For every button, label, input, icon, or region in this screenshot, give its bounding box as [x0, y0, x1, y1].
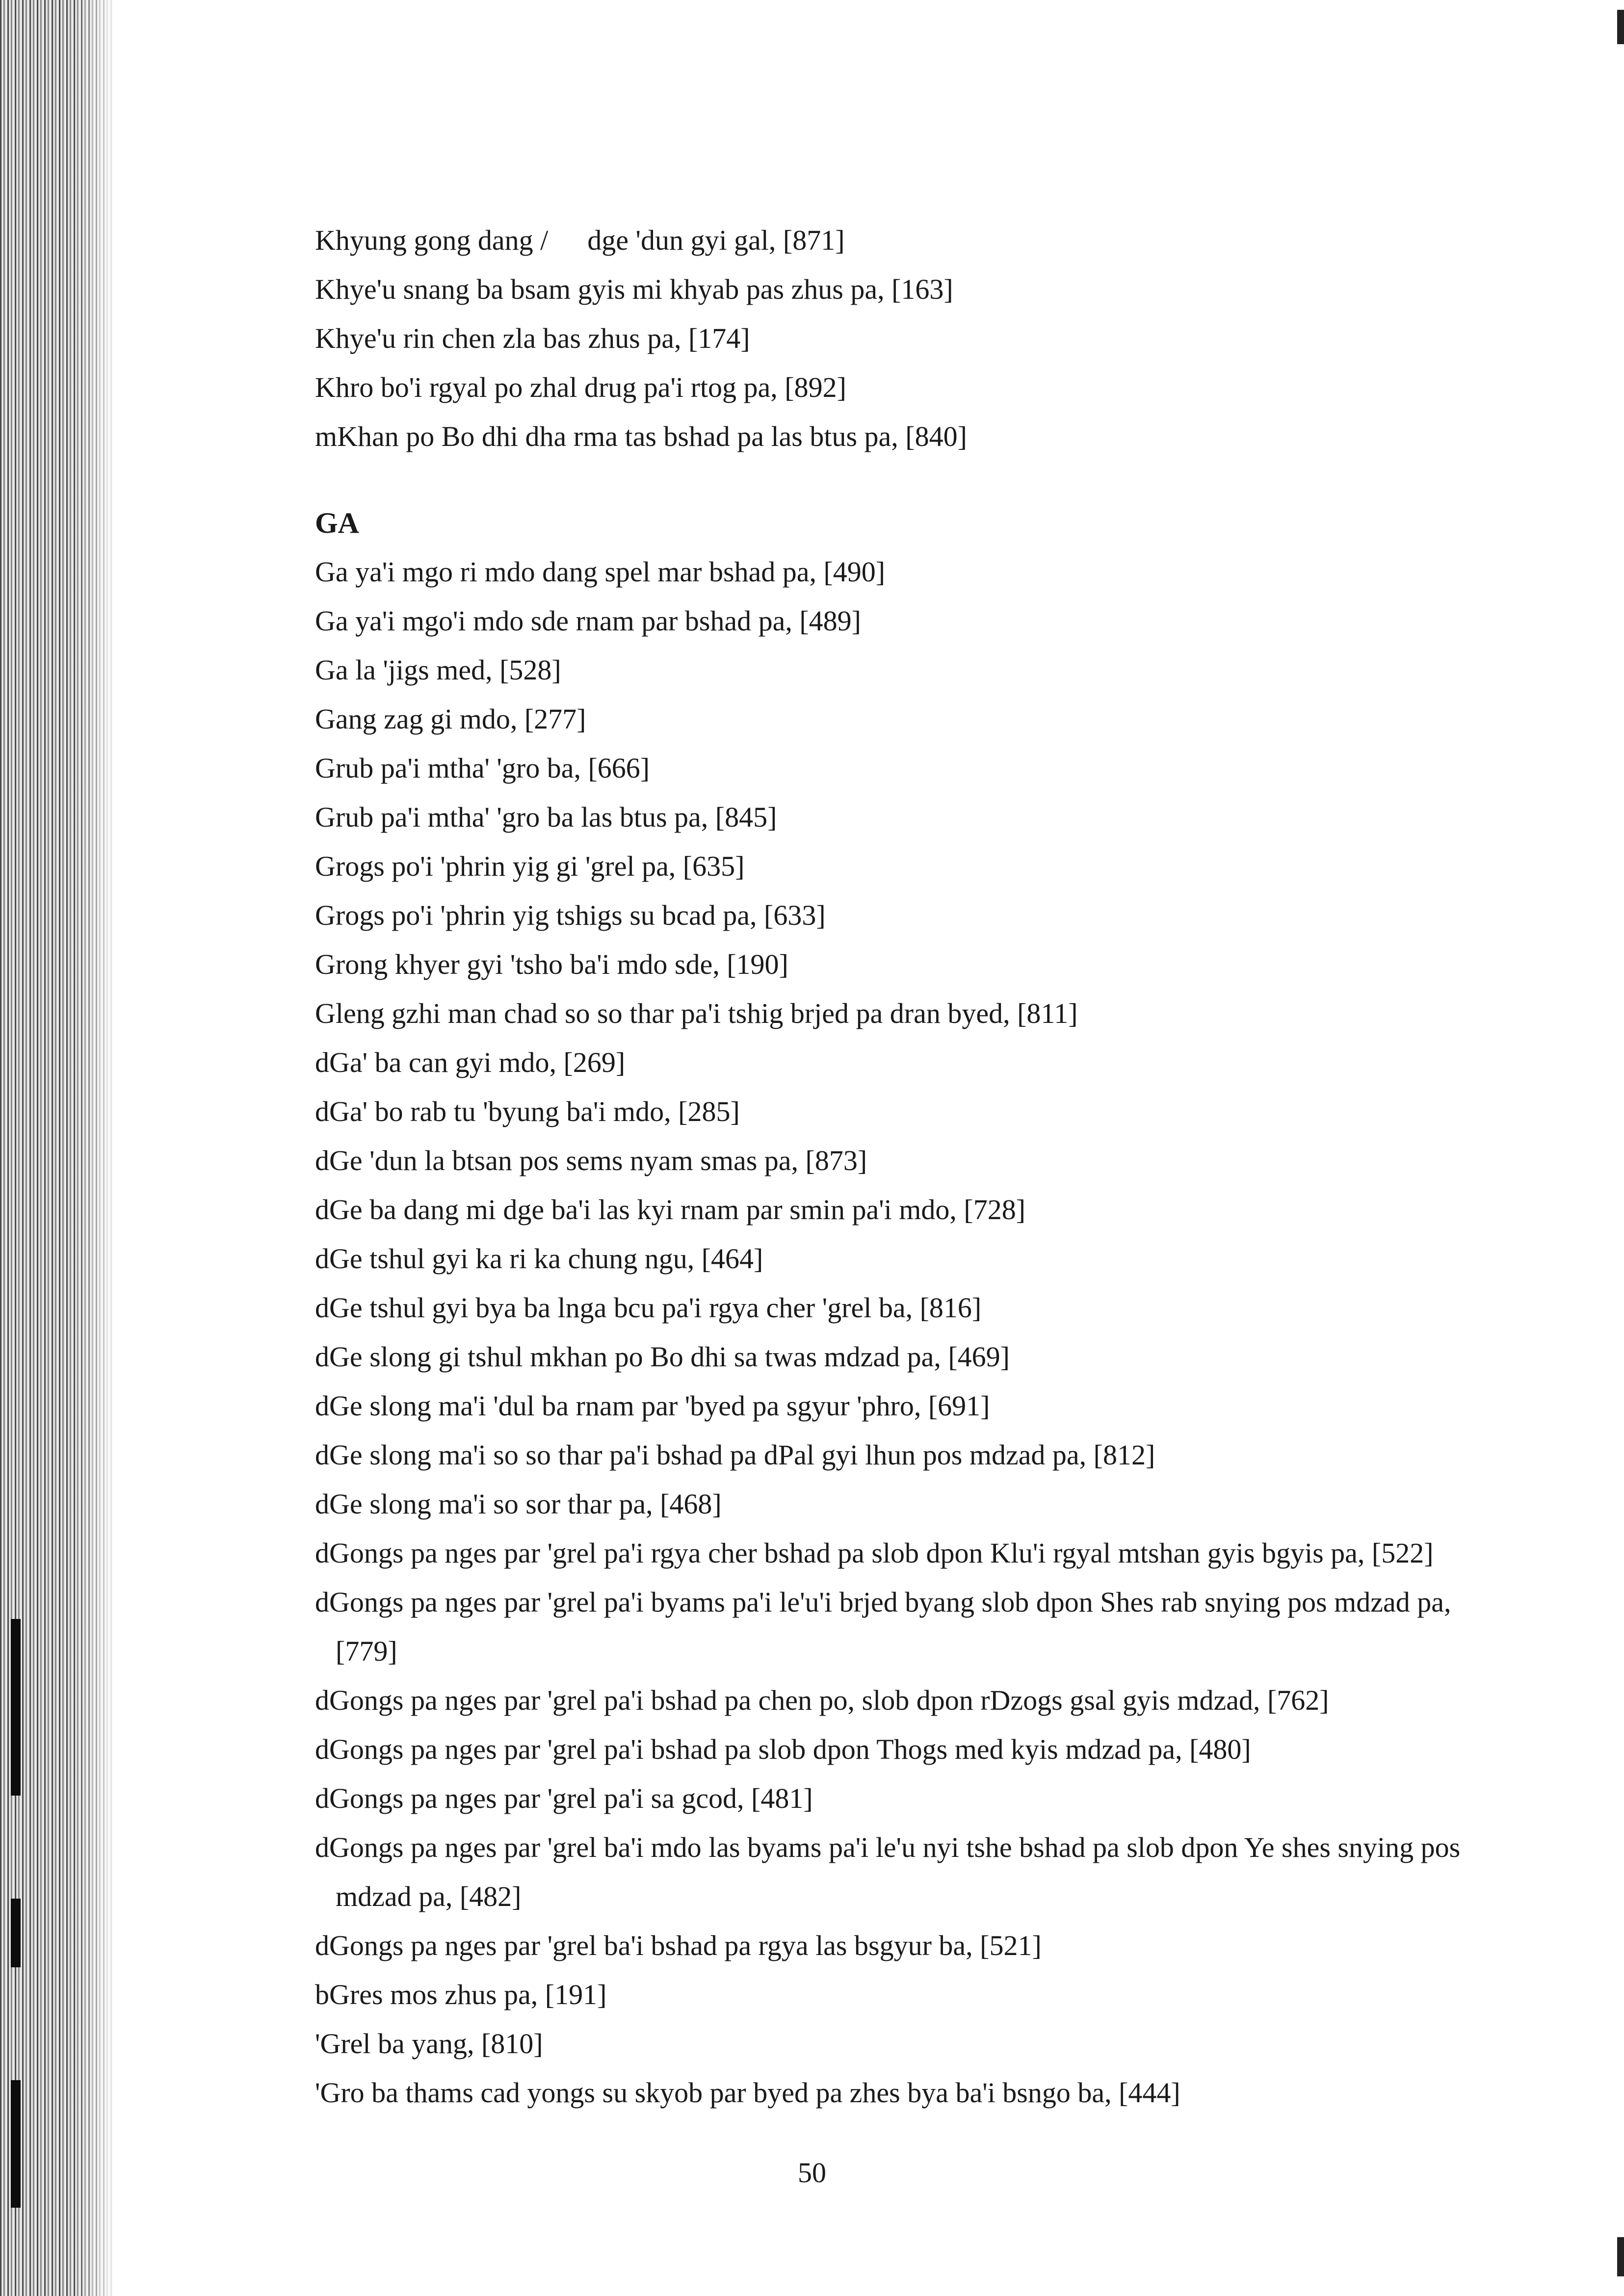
scan-corner-mark [1617, 10, 1624, 44]
index-entry: Grong khyer gyi 'tsho ba'i mdo sde, [190] [315, 948, 788, 980]
index-entry: Ga ya'i mgo ri mdo dang spel mar bshad pa, [490] [315, 556, 886, 588]
section-heading-ga: GA [315, 507, 359, 539]
scan-corner-mark [1617, 2237, 1624, 2276]
index-entry: dGongs pa nges par 'grel pa'i bshad pa slob dpon Thogs med kyis mdzad pa, [480] [315, 1733, 1251, 1765]
index-entry: dGe ba dang mi dge ba'i las kyi rnam par smin pa'i mdo, [728] [315, 1194, 1026, 1226]
index-entry: Ga la 'jigs med, [528] [315, 654, 561, 686]
index-entry: dGa' ba can gyi mdo, [269] [315, 1046, 626, 1078]
index-entry: dGongs pa nges par 'grel pa'i bshad pa chen po, slob dpon rDzogs gsal gyis mdzad, [762] [315, 1684, 1329, 1716]
index-entry: Khye'u rin chen zla bas zhus pa, [174] [315, 322, 750, 354]
index-entry: dGe slong ma'i so so thar pa'i bshad pa dPal gyi lhun pos mdzad pa, [812] [315, 1439, 1155, 1471]
index-entry [315, 1578, 1551, 1676]
index-entry: dGe slong ma'i so sor thar pa, [468] [315, 1488, 722, 1520]
index-entry-line: dGongs pa nges par 'grel ba'i mdo las byams pa'i le'u nyi tshe bshad pa slob dpon Ye shes snying pos [315, 1831, 1461, 1863]
index-entry: Grogs po'i 'phrin yig gi 'grel pa, [635] [315, 850, 745, 882]
index-entry: dGongs pa nges par 'grel ba'i bshad pa rgya las bsgyur ba, [521] [315, 1930, 1042, 1961]
index-entry-part: dge 'dun gyi gal, [871] [587, 224, 845, 256]
index-entry: dGongs pa nges par 'grel pa'i sa gcod, [481] [315, 1782, 813, 1814]
index-entry: Grogs po'i 'phrin yig tshigs su bcad pa, [633] [315, 899, 826, 931]
index-entry: mKhan po Bo dhi dha rma tas bshad pa las btus pa, [840] [315, 420, 967, 452]
index-entry: 'Grel ba yang, [810] [315, 2028, 543, 2060]
index-entry: Gang zag gi mdo, [277] [315, 703, 586, 735]
index-entry: dGe tshul gyi ka ri ka chung ngu, [464] [315, 1243, 763, 1275]
index-page-content [315, 216, 1551, 2117]
index-entry: Khro bo'i rgyal po zhal drug pa'i rtog pa, [892] [315, 371, 846, 403]
index-entry: dGe tshul gyi bya ba lnga bcu pa'i rgya cher 'grel ba, [816] [315, 1292, 982, 1324]
index-entry: dGe 'dun la btsan pos sems nyam smas pa, [873] [315, 1145, 867, 1176]
index-entry [315, 1823, 1551, 1921]
scan-artifact-block [11, 1619, 21, 1796]
index-entry: Grub pa'i mtha' 'gro ba las btus pa, [845] [315, 801, 777, 833]
index-entry: dGa' bo rab tu 'byung ba'i mdo, [285] [315, 1096, 740, 1127]
index-entry: Grub pa'i mtha' 'gro ba, [666] [315, 752, 650, 784]
scan-edge-fade [74, 0, 118, 2296]
index-entry-continuation: mdzad pa, [482] [336, 1880, 522, 1912]
index-entry: dGongs pa nges par 'grel pa'i rgya cher bshad pa slob dpon Klu'i rgyal mtshan gyis bgyis pa, [522] [315, 1537, 1434, 1569]
index-entry: 'Gro ba thams cad yongs su skyob par byed pa zhes bya ba'i bsngo ba, [444] [315, 2077, 1180, 2109]
index-entry: Ga ya'i mgo'i mdo sde rnam par bshad pa, [489] [315, 605, 861, 637]
index-entry-part: Khyung gong dang / [315, 224, 549, 256]
page-number: 50 [798, 2157, 826, 2189]
index-entry: Gleng gzhi man chad so so thar pa'i tshig brjed pa dran byed, [811] [315, 997, 1078, 1029]
scan-artifact-block [11, 1899, 21, 1967]
index-entry: bGres mos zhus pa, [191] [315, 1979, 607, 2010]
index-entry-line: dGongs pa nges par 'grel pa'i byams pa'i le'u'i brjed byang slob dpon Shes rab snying pos mdzad pa, [315, 1586, 1451, 1618]
index-entry: dGe slong ma'i 'dul ba rnam par 'byed pa sgyur 'phro, [691] [315, 1390, 990, 1422]
index-entry: dGe slong gi tshul mkhan po Bo dhi sa twas mdzad pa, [469] [315, 1341, 1010, 1373]
index-entry-continuation: [779] [336, 1635, 397, 1667]
index-entry [315, 216, 1551, 265]
index-entry: Khye'u snang ba bsam gyis mi khyab pas zhus pa, [163] [315, 273, 953, 305]
